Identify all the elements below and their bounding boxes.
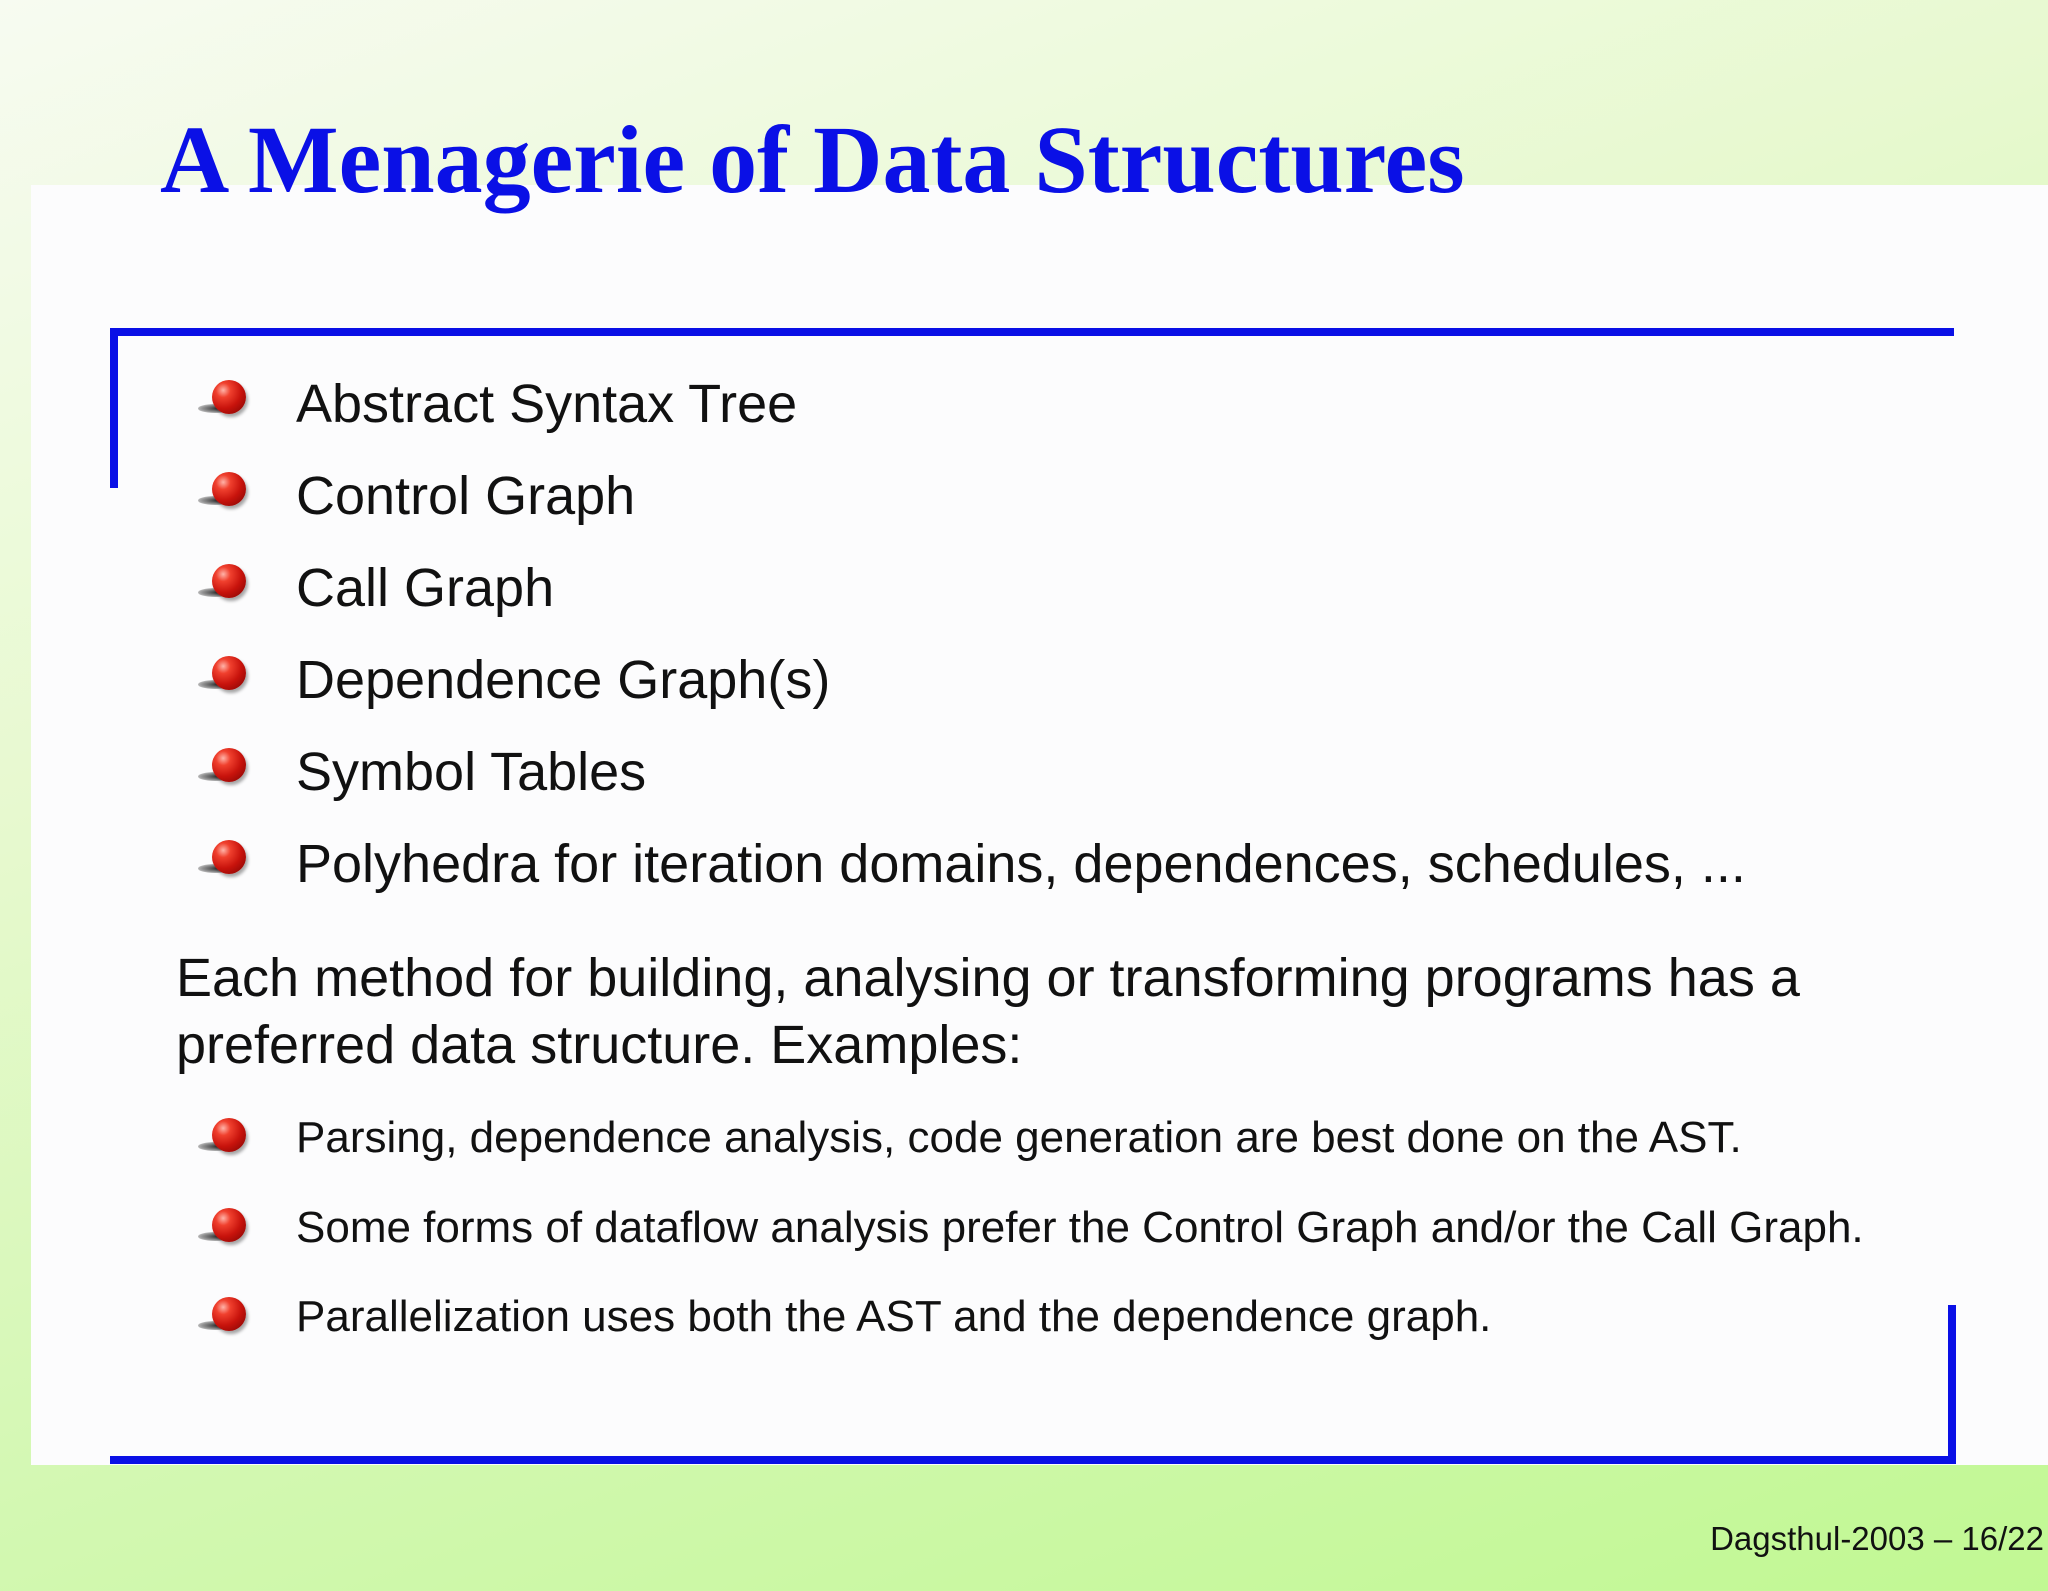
- example-label: Parallelization uses both the AST and the dependence graph.: [296, 1292, 1492, 1341]
- frame-rule-bottom: [110, 1456, 1956, 1464]
- red-ball-bullet-icon: [196, 1116, 248, 1162]
- slide-title: A Menagerie of Data Structures: [160, 106, 1465, 213]
- example-label: Some forms of dataflow analysis prefer the Control Graph and/or the Call Graph.: [296, 1203, 1864, 1252]
- red-ball-bullet-icon: [196, 1295, 248, 1341]
- list-item-label: Call Graph: [296, 558, 555, 618]
- frame-rule-left: [110, 328, 118, 488]
- frame-rule-right: [1948, 1305, 1956, 1464]
- list-item-label: Polyhedra for iteration domains, dependences, schedules, ...: [296, 834, 1746, 894]
- red-ball-bullet-icon: [196, 562, 248, 608]
- list-item-label: Dependence Graph(s): [296, 650, 831, 710]
- red-ball-bullet-icon: [196, 1206, 248, 1252]
- summary-paragraph: [176, 945, 1976, 1079]
- list-item-label: Control Graph: [296, 466, 636, 526]
- red-ball-bullet-icon: [196, 746, 248, 792]
- summary-line-1: Each method for building, analysing or transforming programs has a: [176, 948, 1800, 1008]
- list-item-label: Symbol Tables: [296, 742, 647, 802]
- red-ball-bullet-icon: [196, 378, 248, 424]
- red-ball-bullet-icon: [196, 654, 248, 700]
- slide-footer: Dagsthul-2003 – 16/22: [1710, 1520, 2044, 1557]
- frame-rule-top: [110, 328, 1954, 336]
- summary-line-2: preferred data structure. Examples:: [176, 1015, 1023, 1075]
- red-ball-bullet-icon: [196, 470, 248, 516]
- example-label: Parsing, dependence analysis, code generation are best done on the AST.: [296, 1113, 1742, 1162]
- list-item-label: Abstract Syntax Tree: [296, 374, 798, 434]
- red-ball-bullet-icon: [196, 838, 248, 884]
